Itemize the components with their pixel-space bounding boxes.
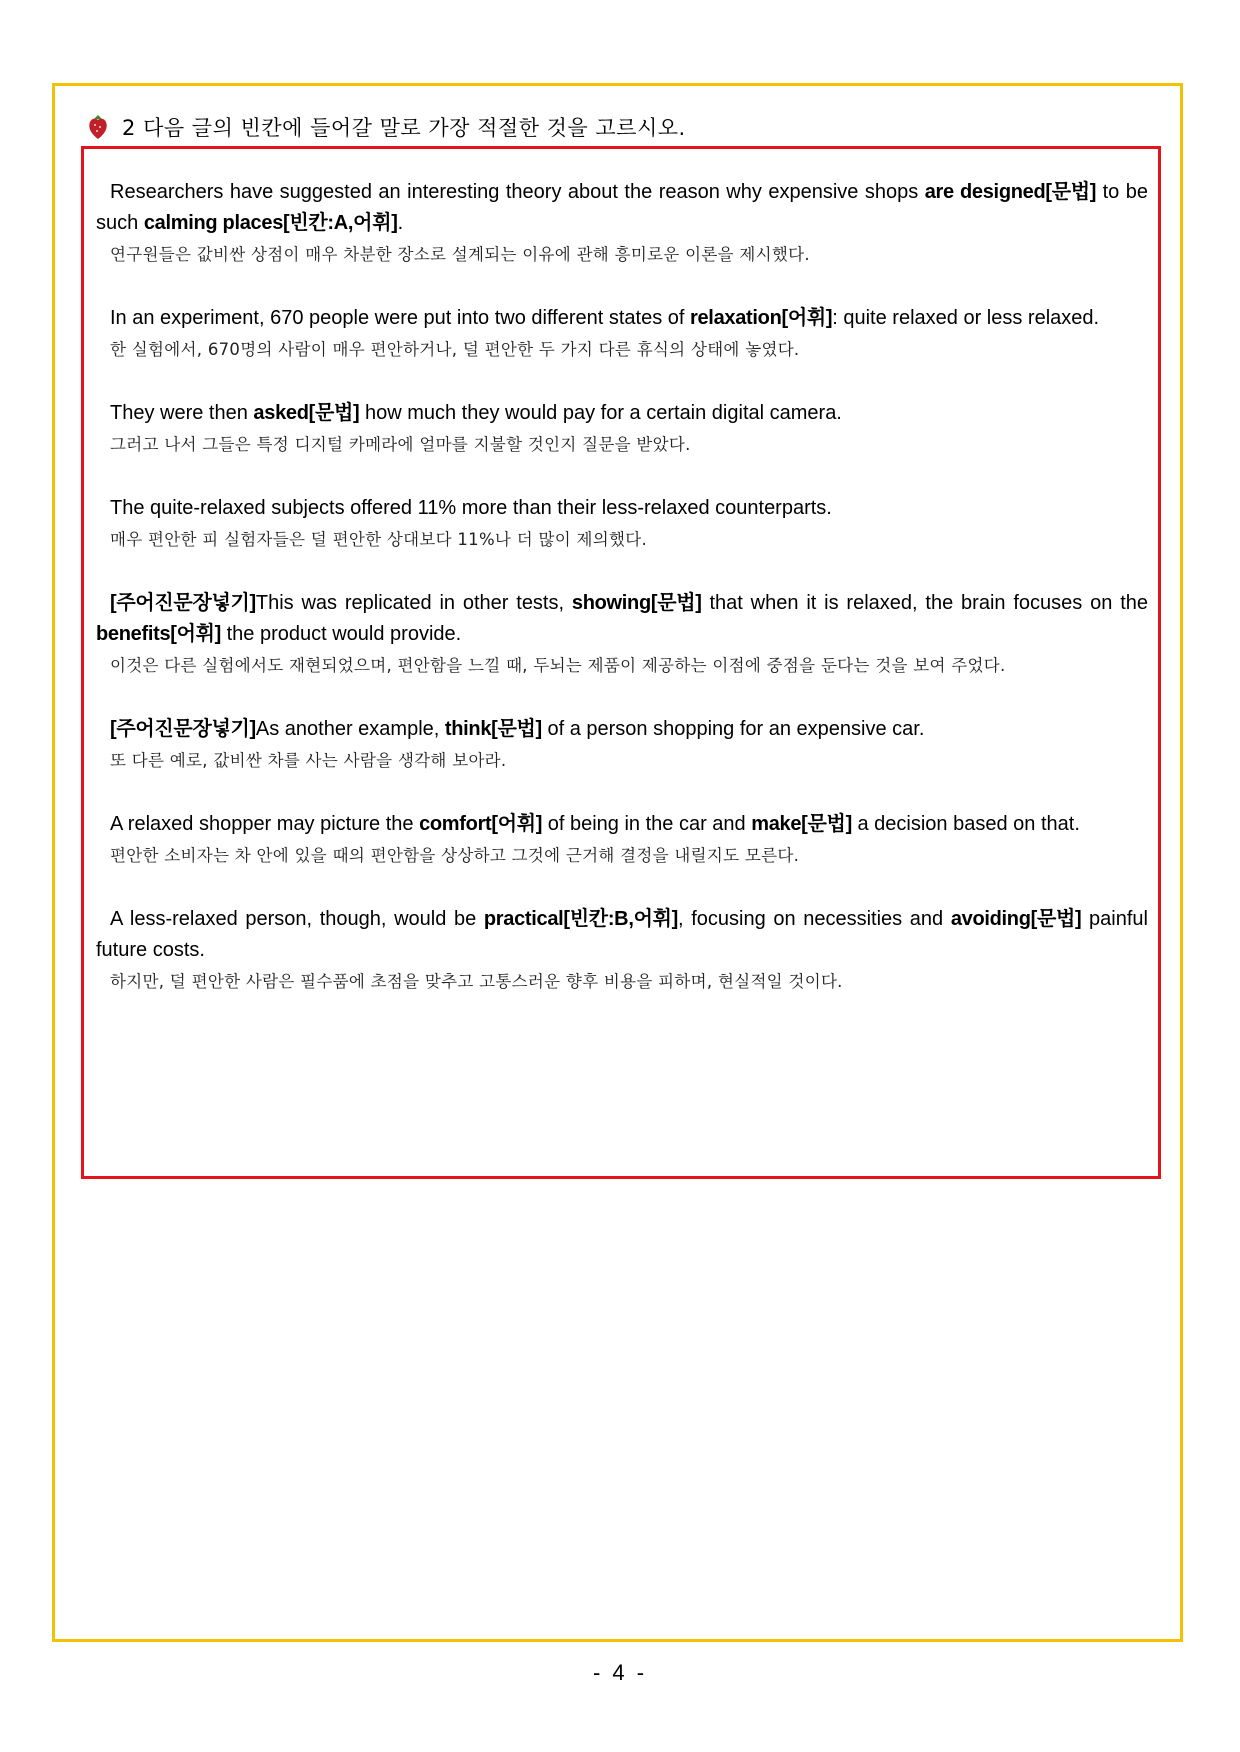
passage-paragraph — [96, 904, 1148, 997]
sentence-text: the product would provide. — [221, 623, 462, 645]
sentence-text: painful future costs. — [96, 908, 1148, 961]
annotated-term: are designed[문법] — [924, 181, 1097, 203]
annotated-term: make[문법] — [751, 813, 852, 835]
annotated-term: [주어진문장넣기] — [110, 592, 256, 614]
annotated-term: comfort[어휘] — [419, 813, 543, 835]
paragraph-spacer — [96, 270, 1148, 303]
english-sentence — [96, 588, 1148, 650]
paragraph-spacer — [96, 681, 1148, 714]
sentence-text: This was replicated in other tests, — [255, 592, 572, 614]
strawberry-bullet-icon — [84, 113, 112, 141]
paragraph-spacer — [96, 365, 1148, 398]
sentence-text: of a person shopping for an expensive car. — [541, 718, 925, 740]
passage-paragraph — [96, 398, 1148, 460]
english-sentence — [96, 493, 1148, 524]
question-instruction — [122, 112, 686, 142]
korean-translation: 이것은 다른 실험에서도 재현되었으며, 편안함을 느낄 때, 두뇌는 제품이 제공하는 이점에 중점을 둔다는 것을 보여 주었다. — [110, 656, 1006, 675]
sentence-text: how much they would pay for a certain digital camera. — [359, 402, 842, 424]
korean-translation: 한 실험에서, 670명의 사람이 매우 편안하거나, 덜 편안한 두 가지 다른 휴식의 상태에 놓였다. — [110, 340, 800, 359]
passage-paragraph — [96, 714, 1148, 776]
passage-paragraph — [96, 177, 1148, 270]
paragraph-spacer — [96, 871, 1148, 904]
english-sentence — [96, 398, 1148, 429]
english-sentence — [96, 303, 1148, 334]
sentence-text: As another example, — [255, 718, 445, 740]
passage-box — [81, 146, 1161, 1179]
annotated-term: [주어진문장넣기] — [110, 718, 256, 740]
question-number: 2 — [122, 116, 136, 140]
sentence-text: , focusing on necessities and — [678, 908, 951, 930]
sentence-text: that when it is relaxed, the brain focuses on the — [701, 592, 1148, 614]
korean-translation: 매우 편안한 피 실험자들은 덜 편안한 상대보다 11%나 더 많이 제의했다. — [110, 530, 648, 549]
korean-translation: 편안한 소비자는 차 안에 있을 때의 편안함을 상상하고 그것에 근거해 결정을 내릴지도 모른다. — [110, 846, 800, 865]
sentence-text: Researchers have suggested an interesting theory about the reason why expensive shops — [110, 181, 925, 203]
sentence-text: a decision based on that. — [851, 813, 1080, 835]
passage-content — [96, 177, 1148, 997]
paragraph-spacer — [96, 555, 1148, 588]
passage-paragraph — [96, 588, 1148, 681]
passage-paragraph — [96, 809, 1148, 871]
annotated-term: practical[빈칸:B,어휘] — [483, 908, 678, 930]
sentence-text: . — [397, 212, 404, 234]
sentence-text: In an experiment, 670 people were put into two different states of — [110, 307, 690, 329]
annotated-term: showing[문법] — [571, 592, 702, 614]
passage-paragraph — [96, 493, 1148, 555]
annotated-term: calming places[빈칸:A,어휘] — [143, 212, 398, 234]
sentence-text: to be such — [96, 181, 1149, 234]
annotated-term: think[문법] — [444, 718, 542, 740]
korean-translation: 하지만, 덜 편안한 사람은 필수품에 초점을 맞추고 고통스러운 향후 비용을 피하며, 현실적일 것이다. — [110, 972, 843, 991]
english-sentence — [96, 177, 1148, 239]
sentence-text: A relaxed shopper may picture the — [110, 813, 420, 835]
annotated-term: relaxation[어휘] — [690, 307, 833, 329]
question-instruction-text: 다음 글의 빈칸에 들어갈 말로 가장 적절한 것을 고르시오. — [143, 116, 686, 140]
page-number: - 4 - — [592, 1660, 648, 1685]
annotated-term: avoiding[문법] — [950, 908, 1082, 930]
english-sentence — [96, 714, 1148, 745]
passage-paragraph — [96, 303, 1148, 365]
korean-translation: 또 다른 예로, 값비싼 차를 사는 사람을 생각해 보아라. — [110, 751, 507, 770]
english-sentence — [96, 809, 1148, 840]
korean-translation: 연구원들은 값비싼 상점이 매우 차분한 장소로 설계되는 이유에 관해 흥미로운 이론을 제시했다. — [110, 245, 810, 264]
sentence-text: A less-relaxed person, though, would be — [110, 908, 484, 930]
annotated-term: asked[문법] — [253, 402, 360, 424]
sentence-text: The quite-relaxed subjects offered 11% more than their less-relaxed counterparts. — [110, 497, 832, 519]
question-header — [84, 110, 686, 144]
korean-translation: 그러고 나서 그들은 특정 디지털 카메라에 얼마를 지불할 것인지 질문을 받았다. — [110, 435, 691, 454]
sentence-text: : quite relaxed or less relaxed. — [832, 307, 1100, 329]
english-sentence — [96, 904, 1148, 966]
sentence-text: of being in the car and — [542, 813, 752, 835]
annotated-term: benefits[어휘] — [96, 623, 222, 645]
sentence-text: They were then — [110, 402, 254, 424]
paragraph-spacer — [96, 776, 1148, 809]
paragraph-spacer — [96, 460, 1148, 493]
